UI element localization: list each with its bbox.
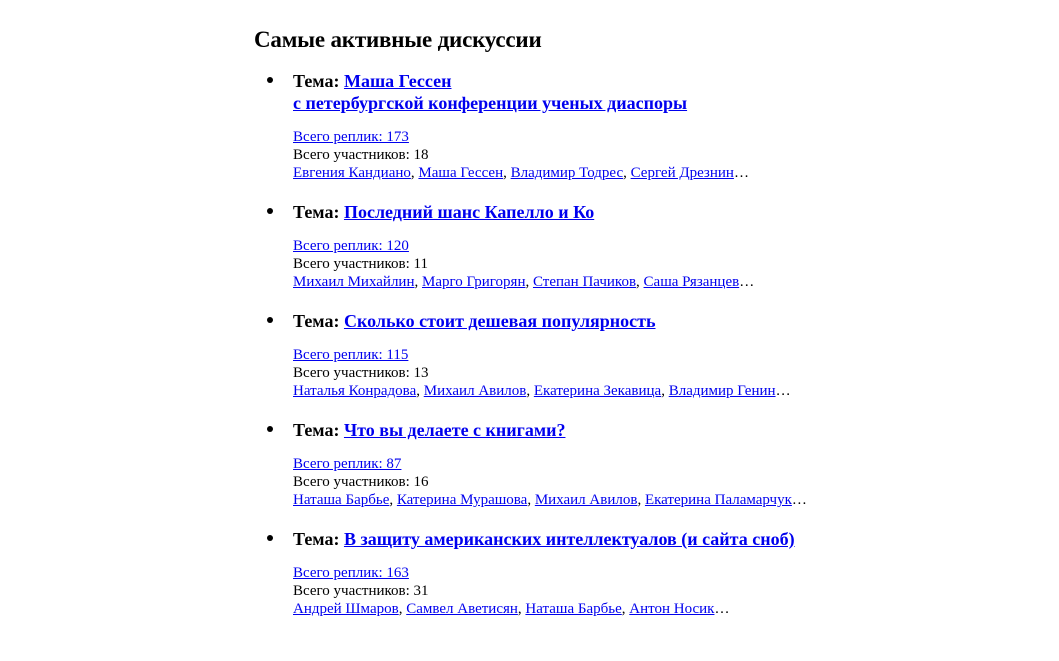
topic-heading	[293, 201, 1014, 223]
participants-ellipsis: …	[791, 492, 807, 508]
participant-link[interactable]: Наташа Барбье	[293, 492, 390, 508]
topic-title-line1: Сколько стоит дешевая популярность	[343, 311, 656, 331]
participant-link[interactable]: Екатерина Паламарчук	[644, 492, 792, 508]
page-title: Самые активные дискуссии	[254, 27, 542, 52]
participant-link[interactable]: Михаил Авилов	[423, 383, 527, 399]
topic-item	[254, 201, 1014, 291]
participant-link[interactable]: Катерина Мурашова	[396, 492, 528, 508]
participant-link[interactable]: Маша Гессен	[418, 165, 504, 181]
participant-separator: ,	[416, 383, 424, 399]
participant-link[interactable]: Самвел Аветисян	[406, 601, 518, 617]
participant-link[interactable]: Екатерина Зекавица	[533, 383, 662, 399]
topic-stats	[293, 128, 1014, 182]
discussions-container	[254, 20, 1014, 637]
participant-link[interactable]: Владимир Генин	[668, 383, 776, 399]
replies-count-link[interactable]: Всего реплик: 163	[293, 565, 409, 581]
participant-separator: ,	[414, 274, 422, 290]
topic-title-link[interactable]	[344, 311, 656, 331]
participant-separator: ,	[637, 492, 645, 508]
participants-count: Всего участников: 13	[293, 365, 429, 381]
participant-link[interactable]: Михаил Авилов	[534, 492, 638, 508]
participant-separator: ,	[526, 383, 534, 399]
participant-link[interactable]: Михаил Михайлин	[293, 274, 415, 290]
bullet-icon	[267, 317, 273, 323]
participant-link[interactable]: Наталья Конрадова	[293, 383, 417, 399]
topic-stats	[293, 564, 1014, 618]
participant-separator: ,	[517, 601, 526, 617]
topic-item	[254, 70, 1014, 182]
topic-heading	[293, 528, 1014, 550]
participant-link[interactable]: Антон Носик	[629, 601, 715, 617]
participants-count: Всего участников: 18	[293, 147, 429, 163]
participant-link[interactable]: Андрей Шмаров	[293, 601, 399, 617]
participant-separator: ,	[636, 274, 644, 290]
participant-link[interactable]: Степан Пачиков	[532, 274, 637, 290]
topic-title-link[interactable]	[344, 420, 566, 440]
participant-link[interactable]: Сергей Дрезнин	[630, 165, 734, 181]
replies-count-link[interactable]: Всего реплик: 173	[293, 129, 409, 145]
topic-title-link[interactable]	[344, 202, 594, 222]
topic-prefix: Тема:	[293, 311, 340, 331]
topic-heading	[293, 310, 1014, 332]
participant-separator: ,	[398, 601, 407, 617]
participant-separator: ,	[389, 492, 397, 508]
replies-count-link[interactable]: Всего реплик: 87	[293, 456, 402, 472]
participants-list	[293, 601, 729, 617]
topic-item	[254, 528, 1014, 618]
participants-ellipsis: …	[739, 274, 755, 290]
participant-link[interactable]: Наташа Барбье	[525, 601, 622, 617]
topic-prefix: Тема:	[293, 529, 340, 549]
topic-stats	[293, 237, 1014, 291]
participant-link[interactable]: Саша Рязанцев	[643, 274, 740, 290]
participant-separator: ,	[661, 383, 669, 399]
topic-prefix: Тема:	[293, 71, 340, 91]
topic-item	[254, 310, 1014, 400]
participant-separator: ,	[410, 165, 419, 181]
topic-prefix: Тема:	[293, 202, 340, 222]
topic-stats	[293, 455, 1014, 509]
topic-item	[254, 419, 1014, 509]
topics-list	[254, 70, 1014, 618]
bullet-icon	[267, 426, 273, 432]
participant-separator: ,	[621, 601, 630, 617]
bullet-icon	[267, 208, 273, 214]
topic-heading	[293, 419, 1014, 441]
participants-list	[293, 274, 754, 290]
bullet-icon	[267, 77, 273, 83]
participant-link[interactable]: Марго Григорян	[421, 274, 526, 290]
topic-stats	[293, 346, 1014, 400]
topic-prefix: Тема:	[293, 420, 340, 440]
topic-title-line1: Последний шанс Капелло и Ко	[343, 202, 595, 222]
topic-heading	[293, 70, 1014, 114]
participants-list	[293, 165, 749, 181]
topic-title-line1: В защиту американских интеллектуалов (и сайта сноб)	[343, 529, 795, 549]
participants-count: Всего участников: 11	[293, 256, 428, 272]
replies-count-link[interactable]: Всего реплик: 115	[293, 347, 409, 363]
participants-ellipsis: …	[714, 601, 730, 617]
participant-link[interactable]: Владимир Тодрес	[510, 165, 624, 181]
participants-list	[293, 492, 807, 508]
participant-separator: ,	[623, 165, 631, 181]
topic-title-line1: Маша Гессен	[343, 71, 452, 91]
participants-count: Всего участников: 31	[293, 583, 429, 599]
replies-count-link[interactable]: Всего реплик: 120	[293, 238, 409, 254]
participants-list	[293, 383, 791, 399]
participant-link[interactable]: Евгения Кандиано	[293, 165, 411, 181]
bullet-icon	[267, 535, 273, 541]
participant-separator: ,	[525, 274, 533, 290]
topic-title-link[interactable]	[293, 71, 1014, 114]
topic-title-link[interactable]	[344, 529, 795, 549]
topic-title-line1: Что вы делаете с книгами?	[343, 420, 566, 440]
participants-ellipsis: …	[775, 383, 791, 399]
topic-title-line2: с петербургской конференции ученых диаспоры	[293, 93, 688, 113]
participants-count: Всего участников: 16	[293, 474, 429, 490]
participants-ellipsis: …	[733, 165, 749, 181]
participant-separator: ,	[503, 165, 511, 181]
participant-separator: ,	[527, 492, 535, 508]
